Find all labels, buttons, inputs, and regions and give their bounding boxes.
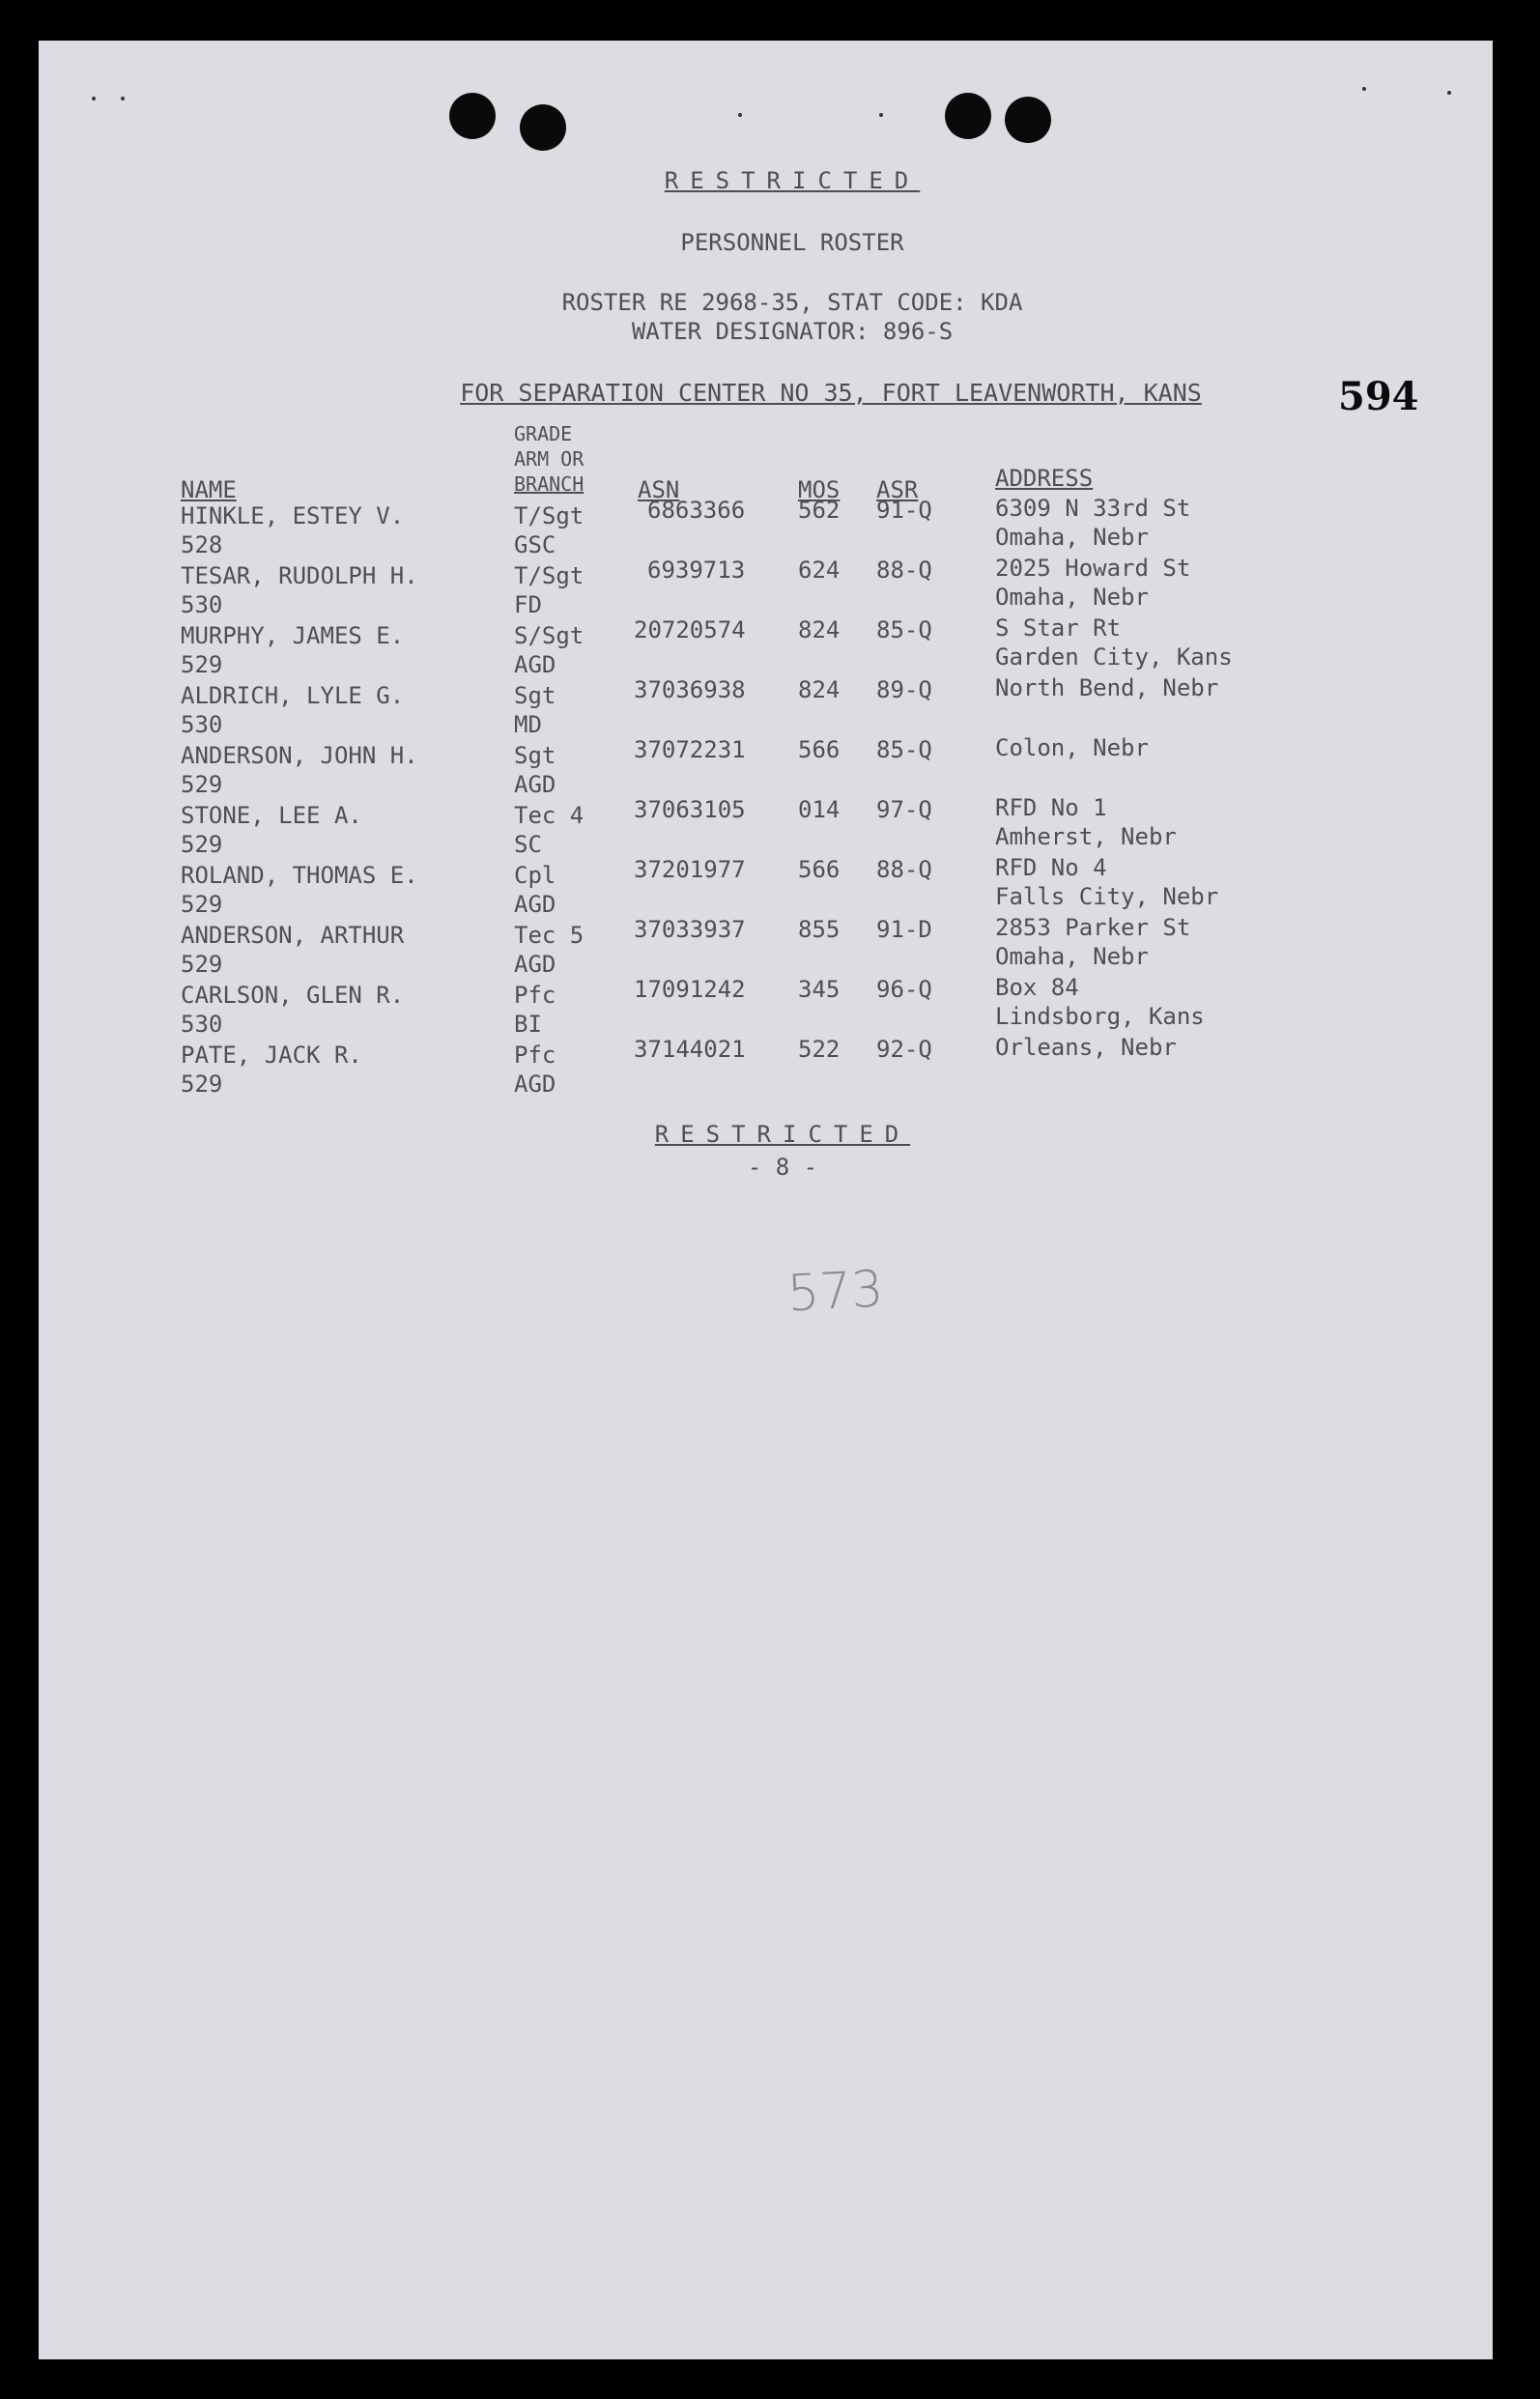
branch-cell: AGD xyxy=(514,1071,556,1098)
speck-mark xyxy=(92,97,96,100)
address-line1-cell: RFD No 1 xyxy=(995,794,1107,821)
address-line1-cell: 6309 N 33rd St xyxy=(995,495,1191,522)
speck-mark xyxy=(879,113,883,117)
punch-hole-icon xyxy=(449,93,496,139)
mos-cell: 624 xyxy=(798,557,841,584)
column-header-grade xyxy=(514,421,584,497)
grade-cell: Pfc xyxy=(514,982,556,1009)
branch-cell: AGD xyxy=(514,771,556,798)
grade-cell: T/Sgt xyxy=(514,502,585,529)
asr-cell: 85-Q xyxy=(876,736,932,763)
address-line1-cell: S Star Rt xyxy=(995,614,1122,642)
name-cell: ALDRICH, LYLE G. xyxy=(181,682,405,709)
punch-hole-icon xyxy=(520,104,566,151)
name-cell: MURPHY, JAMES E. xyxy=(181,622,405,649)
grade-cell: T/Sgt xyxy=(514,562,585,589)
column-header-address: ADDRESS xyxy=(995,465,1094,492)
asr-cell: 85-Q xyxy=(876,616,932,643)
asn-cell: 20720574 xyxy=(634,616,746,643)
asn-cell: 37063105 xyxy=(634,796,746,823)
restricted-header: RESTRICTED xyxy=(664,167,921,194)
name-cell: TESAR, RUDOLPH H. xyxy=(181,562,418,589)
asr-cell: 91-D xyxy=(876,916,932,943)
unit-number-cell: 529 xyxy=(181,831,223,858)
mos-cell: 562 xyxy=(798,497,841,524)
column-header-mos: MOS xyxy=(798,476,841,503)
speck-mark xyxy=(1362,87,1366,91)
restricted-footer: RESTRICTED xyxy=(654,1121,911,1148)
mos-cell: 855 xyxy=(798,916,841,943)
asr-cell: 96-Q xyxy=(876,976,932,1003)
separation-center-line: FOR SEPARATION CENTER NO 35, FORT LEAVENWORTH, KANS xyxy=(460,379,1202,407)
address-line1-cell: 2853 Parker St xyxy=(995,914,1191,941)
address-line1-cell: RFD No 4 xyxy=(995,854,1107,881)
roster-title: PERSONNEL ROSTER xyxy=(680,229,904,256)
unit-number-cell: 530 xyxy=(181,591,223,618)
asr-cell: 88-Q xyxy=(876,856,932,883)
address-line1-cell: 2025 Howard St xyxy=(995,555,1191,582)
page-marker: - 8 - xyxy=(747,1154,818,1181)
roster-sheet xyxy=(39,41,1493,2359)
grade-cell: Sgt xyxy=(514,682,556,709)
mos-cell: 345 xyxy=(798,976,841,1003)
address-line1-cell: Box 84 xyxy=(995,974,1079,1001)
address-line1-cell: Orleans, Nebr xyxy=(995,1034,1177,1061)
address-line2-cell: Omaha, Nebr xyxy=(995,943,1149,970)
name-cell: ROLAND, THOMAS E. xyxy=(181,862,418,889)
mos-cell: 824 xyxy=(798,676,841,703)
unit-number-cell: 529 xyxy=(181,771,223,798)
asn-cell: 37072231 xyxy=(634,736,746,763)
address-line2-cell: Falls City, Nebr xyxy=(995,883,1219,910)
address-line2-cell: Amherst, Nebr xyxy=(995,823,1177,850)
column-header-asn: ASN xyxy=(638,476,680,503)
unit-number-cell: 530 xyxy=(181,711,223,738)
asn-cell: 37201977 xyxy=(634,856,746,883)
handwritten-number: 573 xyxy=(785,1260,885,1324)
column-header-asr: ASR xyxy=(876,476,919,503)
unit-number-cell: 529 xyxy=(181,1071,223,1098)
asn-cell: 6939713 xyxy=(647,557,746,584)
name-cell: ANDERSON, JOHN H. xyxy=(181,742,418,769)
unit-number-cell: 529 xyxy=(181,651,223,678)
branch-cell: AGD xyxy=(514,951,556,978)
address-line1-cell: North Bend, Nebr xyxy=(995,674,1219,701)
asn-cell: 17091242 xyxy=(634,976,746,1003)
roster-number-line: ROSTER RE 2968-35, STAT CODE: KDA xyxy=(561,289,1023,316)
name-cell: CARLSON, GLEN R. xyxy=(181,982,405,1009)
name-cell: ANDERSON, ARTHUR xyxy=(181,922,405,949)
branch-cell: SC xyxy=(514,831,542,858)
branch-cell: GSC xyxy=(514,531,556,558)
punch-hole-icon xyxy=(1005,97,1051,143)
address-line2-cell: Omaha, Nebr xyxy=(995,524,1149,551)
branch-cell: AGD xyxy=(514,891,556,918)
asr-cell: 91-Q xyxy=(876,497,932,524)
speck-mark xyxy=(121,97,125,100)
asr-cell: 89-Q xyxy=(876,676,932,703)
address-line2-cell: Omaha, Nebr xyxy=(995,584,1149,611)
asn-cell: 37144021 xyxy=(634,1036,746,1063)
grade-heading-line: GRADE xyxy=(514,422,573,445)
asn-cell: 6863366 xyxy=(647,497,746,524)
asr-cell: 88-Q xyxy=(876,557,932,584)
column-header-name: NAME xyxy=(181,476,237,503)
grade-cell: Sgt xyxy=(514,742,556,769)
unit-number-cell: 528 xyxy=(181,531,223,558)
mos-cell: 014 xyxy=(798,796,841,823)
speck-mark xyxy=(1447,91,1451,95)
address-line1-cell: Colon, Nebr xyxy=(995,734,1149,761)
grade-heading-line: ARM OR xyxy=(514,447,585,471)
asr-cell: 97-Q xyxy=(876,796,932,823)
grade-cell: S/Sgt xyxy=(514,622,585,649)
asn-cell: 37036938 xyxy=(634,676,746,703)
mos-cell: 566 xyxy=(798,736,841,763)
asr-cell: 92-Q xyxy=(876,1036,932,1063)
grade-cell: Tec 5 xyxy=(514,922,585,949)
speck-mark xyxy=(738,113,742,117)
branch-cell: AGD xyxy=(514,651,556,678)
water-designator-line: WATER DESIGNATOR: 896-S xyxy=(631,318,954,345)
mos-cell: 566 xyxy=(798,856,841,883)
punch-hole-icon xyxy=(945,93,991,139)
unit-number-cell: 530 xyxy=(181,1011,223,1038)
mos-cell: 522 xyxy=(798,1036,841,1063)
asn-cell: 37033937 xyxy=(634,916,746,943)
branch-cell: BI xyxy=(514,1011,542,1038)
branch-cell: MD xyxy=(514,711,542,738)
name-cell: HINKLE, ESTEY V. xyxy=(181,502,405,529)
address-line2-cell: Garden City, Kans xyxy=(995,643,1233,671)
grade-cell: Pfc xyxy=(514,1042,556,1069)
grade-heading-line: BRANCH xyxy=(514,472,585,496)
grade-cell: Tec 4 xyxy=(514,802,585,829)
name-cell: STONE, LEE A. xyxy=(181,802,362,829)
unit-number-cell: 529 xyxy=(181,951,223,978)
grade-cell: Cpl xyxy=(514,862,556,889)
page-stamp-number: 594 xyxy=(1338,374,1419,419)
address-line2-cell: Lindsborg, Kans xyxy=(995,1003,1205,1030)
name-cell: PATE, JACK R. xyxy=(181,1042,362,1069)
mos-cell: 824 xyxy=(798,616,841,643)
branch-cell: FD xyxy=(514,591,542,618)
unit-number-cell: 529 xyxy=(181,891,223,918)
